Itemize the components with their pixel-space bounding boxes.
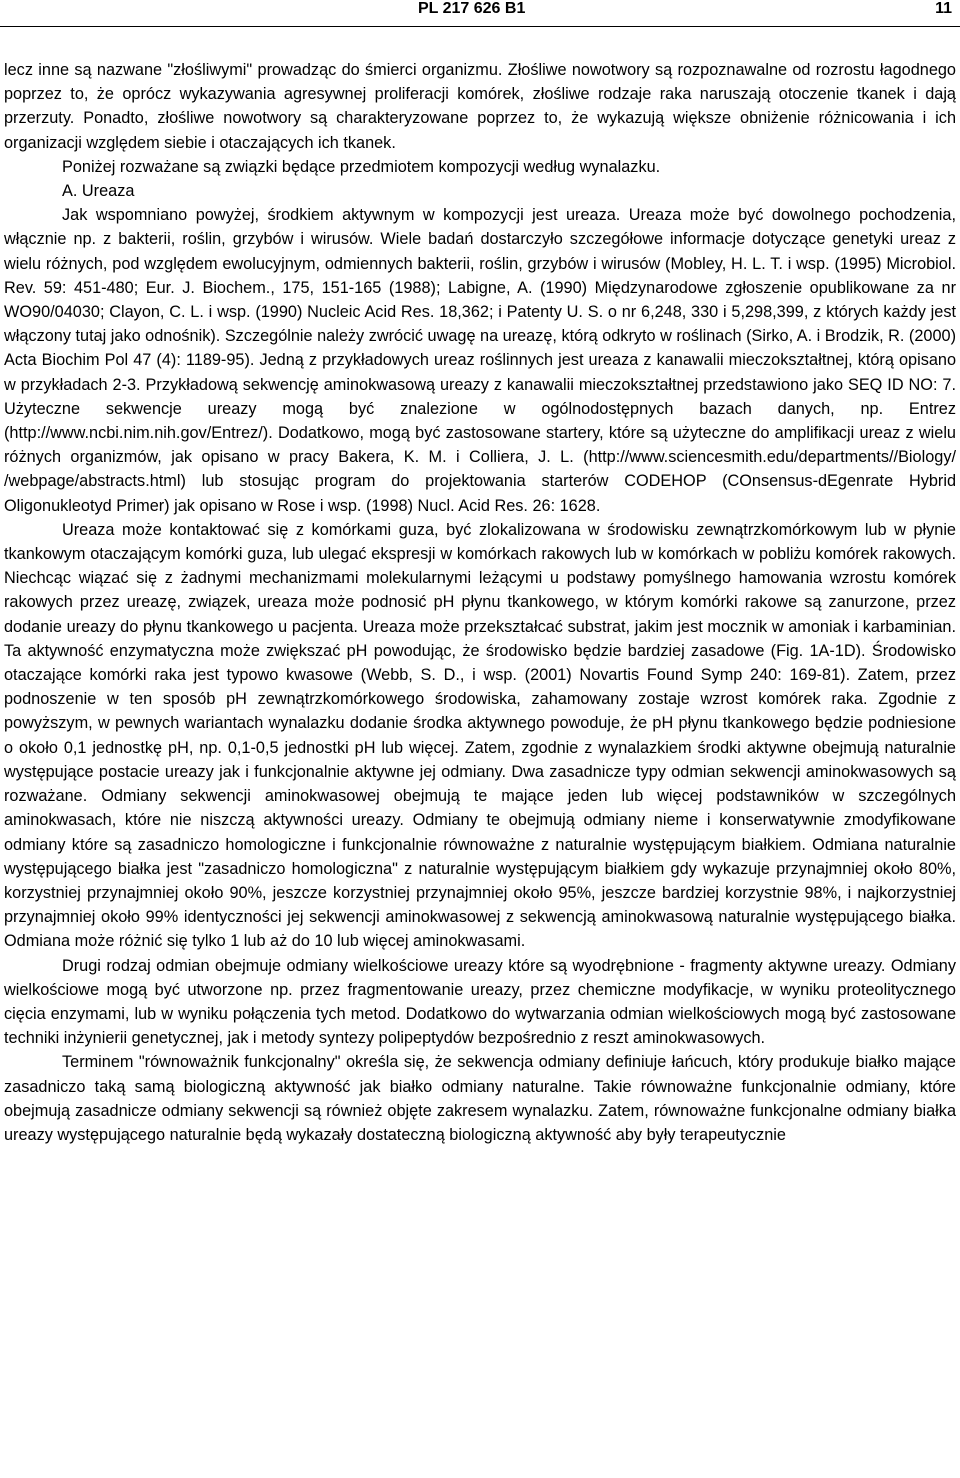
paragraph-functional-equivalent: Terminem "równoważnik funkcjonalny" określa się, że sekwencja odmiany definiuje łańcuch, który produkuje białko mające zasadniczo taką samą biologiczną aktywność jak białko odmiany naturalne. Takie równoważne funkcjonalnie odmiany, które obejmują zasadnicze odmiany sekwencji są również objęte zakresem wynalazku. Zatem, równoważne funkcjonalne odmiany białka ureazy występującego naturalnie będą wykazały dostateczną biologiczną aktywność aby były terapeutycznie (4, 1053, 956, 1144)
header-rule (0, 26, 960, 27)
publication-number: PL 217 626 B1 (418, 0, 526, 17)
paragraph-intro: Poniżej rozważane są związki będące przedmiotem kompozycji według wynalazku. (62, 157, 661, 176)
paragraph-size-variants: Drugi rodzaj odmian obejmuje odmiany wielkościowe ureazy które są wyodrębnione - fragmenty aktywne ureazy. Odmiany wielkościowe mogą być utworzone np. przez fragmentowanie ureazy, przez chemiczne modyfikacje, w wyniku proteolitycznego cięcia enzymami, lub w wyniku połączenia tych metod. Dodatkowo do wytwarzania odmian wielkościowych mogą być zastosowane techniki inżynierii genetycznej, jak i metody syntezy polipeptydów bezpośrednio z reszt aminokwasowych. (4, 956, 956, 1048)
paragraph-continuation: lecz inne są nazwane "złośliwymi" prowadząc do śmierci organizmu. Złośliwe nowotwory są rozpoznawalne od rozrostu łagodnego poprzez to, że oprócz wykazywania agresywnej proliferacji komórek, złośliwe rodzaje raka naruszają otoczenie tkanek i dają przerzuty. Ponadto, złośliwe nowotwory są charakteryzowane poprzez to, że wykazują większe obniżenie różnicowania i ich organizacji względem siebie i otaczających ich tkanek. (4, 61, 956, 152)
paragraph-urease-contact: Ureaza może kontaktować się z komórkami guza, być zlokalizowana w środowisku zewnątrzkomórkowym lub w płynie tkankowym otaczającym komórki guza, lub ulegać ekspresji w komórkach rakowych lub w komórkach w pobliżu komórek rakowych. Niechcąc wiązać się z żadnymi mechanizmami molekularnymi leżącymi u podstawy pomyślnego hamowania wzrostu komórek rakowych przez ureazę, związek, ureaza może podnosić pH płynu tkankowego, w którym komórki rakowe są zanurzone, przez dodanie ureazy do płynu tkankowego u pacjenta. Ureaza może przekształcać substrat, jakim jest mocznik w amoniak i karbaminian. Ta aktywność enzymatyczna może zwiększać pH powodując, że środowisko będzie bardziej zasadowe (Fig. 1A-1D). Środowisko otaczające komórki raka jest typowo kwasowe (Webb, S. D., i wsp. (2001) Novartis Found Symp 240: 169-81). Zatem, przez podnoszenie w ten sposób pH zewnątrzkomórkowego środowiska, zahamowany zostaje wzrost komórek raka. Zgodnie z powyższym, w pewnych wariantach wynalazku dodanie środka aktywnego powoduje, że pH płynu tkankowego będzie podniesione o około 0,1 jednostkę pH, np. 0,1-0,5 jednostki pH lub więcej. Zatem, zgodnie z wynalazkiem środki aktywne obejmują naturalnie występujące postacie ureazy jak i funkcjonalnie aktywne jej odmiany. Dwa zasadnicze typy odmian sekwencji aminokwasowych są rozważane. Odmiany sekwencji aminokwasowej obejmują te mające jeden lub więcej podstawników w szczególnych aminokwasach, które nie niszczą aktywności ureazy. Odmiany te obejmują odmiany nieme i konserwatywnie zmodyfikowane odmiany które są zasadniczo homologiczne i funkcjonalnie równoważne z naturalnie występującym białkiem. Odmiana naturalnie występującego białka jest "zasadniczo homologiczna" z naturalnie występującym białkiem gdy wykazuje przynajmniej około 80%, korzystniej przynajmniej około 90%, jeszcze korzystniej przynajmniej około 95%, jeszcze bardziej korzystnie 98%, i najkorzystniej przynajmniej około 99% identyczności jej sekwencji aminokwasowej z sekwencją aminokwasową naturalnie występującego białka. Odmiana może różnić się tylko 1 lub aż do 10 lub więcej aminokwasami. (4, 520, 956, 951)
paragraph-urease-origin: Jak wspomniano powyżej, środkiem aktywnym w kompozycji jest ureaza. Ureaza może być dowolnego pochodzenia, włącznie np. z bakterii, roślin, grzybów i wirusów. Wiele badań dostarczyło szczegółowe informacje dotyczące genetyki ureaz z wielu różnych, pod względem ewolucyjnym, odmiennych bakterii, roślin, grzybów i wirusów (Mobley, H. L. T. i wsp. (1995) Microbiol. Rev. 59: 451-480; Eur. J. Biochem., 175, 151-165 (1988); Labigne, A. (1990) Międzynarodowe zgłoszenie opublikowane za nr WO90/04030; Clayon, C. L. i wsp. (1990) Nucleic Acid Res. 18,362; i Patenty U. S. o nr 6,248, 330 i 5,298,399, z których każdy jest włączony tutaj jako odnośnik). Szczególnie należy zwrócić uwagę na ureazę, którą odkryto w roślinach (Sirko, A. i Brodzik, R. (2000) Acta Biochim Pol 47 (4): 1189-95). Jedną z przykładowych ureaz roślinnych jest ureaza z kanawalii mieczokształtnej, którą opisano w przykładach 2-3. Przykładową sekwencję aminokwasową ureazy z kanawalii mieczokształtnej przedstawiono jako SEQ ID NO: 7. Użyteczne sekwencje ureazy mogą być znalezione w ogólnodostępnych bazach danych, np. Entrez (http://www.ncbi.nim.nih.gov/Entrez/). Dodatkowo, mogą być zastosowane startery, które są użyteczne do amplifikacji ureaz z wielu różnych organizmów, jak opisano w pracy Bakera, K. M. i Colliera, J. L. (http://www.sciencesmith.edu/departments//Biology/ /webpage/abstracts.html) lub stosując program do projektowania starterów CODEHOP (COnsensus-dEgenrate Hybrid Oligonukleotyd Primer) jak opisano w Rose i wsp. (1998) Nucl. Acid Res. 26: 1628. (4, 206, 956, 515)
page-header (0, 0, 960, 22)
document-body (4, 58, 956, 1147)
page-number: 11 (935, 0, 952, 17)
section-heading-urease: A. Ureaza (62, 182, 135, 201)
